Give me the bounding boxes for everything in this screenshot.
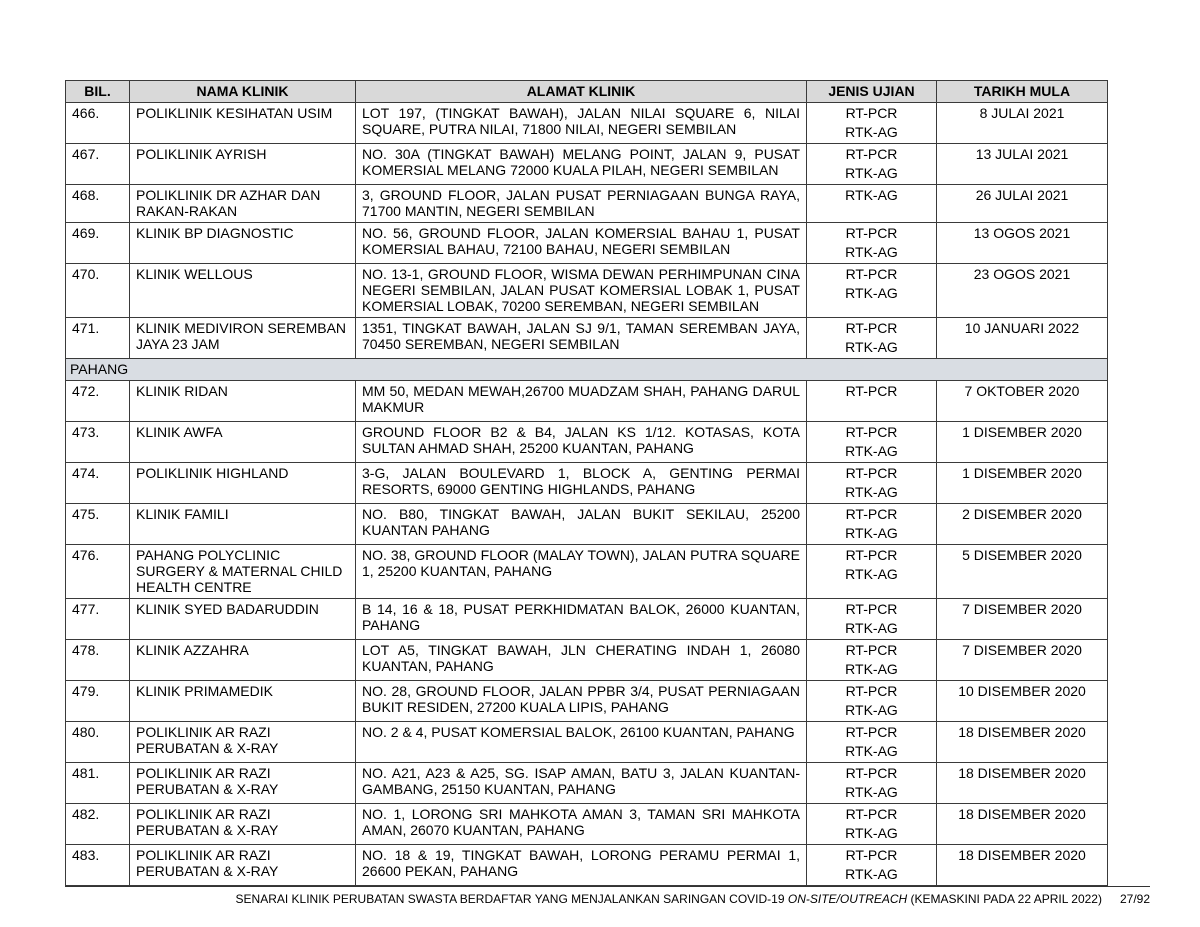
test-types xyxy=(807,599,937,640)
table-row xyxy=(66,463,1108,504)
test-types xyxy=(807,763,937,804)
table-row xyxy=(66,223,1108,264)
clinic-address: LOT 197, (TINGKAT BAWAH), JALAN NILAI SQUARE 6, NILAI SQUARE, PUTRA NILAI, 71800 NILAI, NEGERI SEMBILAN xyxy=(356,103,807,144)
start-date: 13 JULAI 2021 xyxy=(937,144,1108,185)
start-date: 1 DISEMBER 2020 xyxy=(937,422,1108,463)
clinic-address: MM 50, MEDAN MEWAH,26700 MUADZAM SHAH, PAHANG DARUL MAKMUR xyxy=(356,381,807,422)
test-types xyxy=(807,545,937,599)
test-types xyxy=(807,223,937,264)
header-bil: BIL. xyxy=(66,81,130,103)
clinic-address: NO. 56, GROUND FLOOR, JALAN KOMERSIAL BAHAU 1, PUSAT KOMERSIAL BAHAU, 72100 BAHAU, NEGERI SEMBILAN xyxy=(356,223,807,264)
table-row xyxy=(66,381,1108,422)
test-types xyxy=(807,845,937,886)
test-types xyxy=(807,381,937,422)
start-date: 2 DISEMBER 2020 xyxy=(937,504,1108,545)
table-row xyxy=(66,185,1108,223)
table-header-row xyxy=(66,81,1108,103)
page-footer xyxy=(0,892,1150,906)
test-type: RT-PCR xyxy=(845,424,898,440)
test-type: RT-PCR xyxy=(845,765,898,781)
test-type: RT-PCR xyxy=(845,506,898,522)
test-type: RTK-AG xyxy=(845,866,898,882)
row-number: 477. xyxy=(66,599,130,640)
clinic-name: KLINIK AZZAHRA xyxy=(130,640,356,681)
test-type: RTK-AG xyxy=(845,285,898,301)
clinic-name: POLIKLINIK AR RAZI PERUBATAN & X-RAY xyxy=(130,804,356,845)
test-type: RT-PCR xyxy=(845,683,898,699)
clinic-address: NO. A21, A23 & A25, SG. ISAP AMAN, BATU 3, JALAN KUANTAN-GAMBANG, 25150 KUANTAN, PAHANG xyxy=(356,763,807,804)
start-date: 26 JULAI 2021 xyxy=(937,185,1108,223)
test-type: RTK-AG xyxy=(845,339,898,355)
test-types xyxy=(807,318,937,359)
row-number: 481. xyxy=(66,763,130,804)
footer-text-italic: ON-SITE/OUTREACH xyxy=(787,892,908,906)
test-types xyxy=(807,804,937,845)
test-type: RT-PCR xyxy=(845,847,898,863)
row-number: 471. xyxy=(66,318,130,359)
test-type: RT-PCR xyxy=(845,806,898,822)
row-number: 474. xyxy=(66,463,130,504)
test-types xyxy=(807,463,937,504)
test-type: RTK-AG xyxy=(845,165,898,181)
table-row xyxy=(66,103,1108,144)
clinic-name: KLINIK MEDIVIRON SEREMBAN JAYA 23 JAM xyxy=(130,318,356,359)
row-number: 469. xyxy=(66,223,130,264)
table-row xyxy=(66,264,1108,318)
table-row xyxy=(66,545,1108,599)
start-date: 18 DISEMBER 2020 xyxy=(937,804,1108,845)
test-type: RT-PCR xyxy=(845,105,898,121)
table-row xyxy=(66,504,1108,545)
start-date: 18 DISEMBER 2020 xyxy=(937,845,1108,886)
clinic-name: PAHANG POLYCLINIC SURGERY & MATERNAL CHILD HEALTH CENTRE xyxy=(130,545,356,599)
clinic-address: NO. 2 & 4, PUSAT KOMERSIAL BALOK, 26100 KUANTAN, PAHANG xyxy=(356,722,807,763)
start-date: 5 DISEMBER 2020 xyxy=(937,545,1108,599)
row-number: 480. xyxy=(66,722,130,763)
start-date: 18 DISEMBER 2020 xyxy=(937,722,1108,763)
test-types xyxy=(807,681,937,722)
test-type: RTK-AG xyxy=(845,825,898,841)
test-type: RT-PCR xyxy=(845,383,898,399)
clinic-name: POLIKLINIK AR RAZI PERUBATAN & X-RAY xyxy=(130,763,356,804)
table-row xyxy=(66,763,1108,804)
test-type: RT-PCR xyxy=(845,642,898,658)
table-row xyxy=(66,144,1108,185)
row-number: 468. xyxy=(66,185,130,223)
start-date: 13 OGOS 2021 xyxy=(937,223,1108,264)
test-type: RT-PCR xyxy=(845,320,898,336)
clinic-name: POLIKLINIK DR AZHAR DAN RAKAN-RAKAN xyxy=(130,185,356,223)
clinic-name: KLINIK WELLOUS xyxy=(130,264,356,318)
start-date: 1 DISEMBER 2020 xyxy=(937,463,1108,504)
footer-text: SENARAI KLINIK PERUBATAN SWASTA BERDAFTAR YANG MENJALANKAN SARINGAN COVID-19 xyxy=(235,892,788,906)
clinic-name: KLINIK RIDAN xyxy=(130,381,356,422)
clinic-name: KLINIK FAMILI xyxy=(130,504,356,545)
page-number: 27/92 xyxy=(1119,892,1150,906)
header-name: NAMA KLINIK xyxy=(130,81,356,103)
table-row xyxy=(66,681,1108,722)
state-name: PAHANG xyxy=(66,359,1108,381)
table-body xyxy=(66,103,1108,886)
test-type: RTK-AG xyxy=(845,124,898,140)
clinic-name: KLINIK BP DIAGNOSTIC xyxy=(130,223,356,264)
clinic-name: POLIKLINIK AR RAZI PERUBATAN & X-RAY xyxy=(130,722,356,763)
clinic-name: POLIKLINIK AR RAZI PERUBATAN & X-RAY xyxy=(130,845,356,886)
clinic-address: NO. 28, GROUND FLOOR, JALAN PPBR 3/4, PUSAT PERNIAGAAN BUKIT RESIDEN, 27200 KUALA LIPIS, PAHANG xyxy=(356,681,807,722)
table-row xyxy=(66,845,1108,886)
start-date: 18 DISEMBER 2020 xyxy=(937,763,1108,804)
test-types xyxy=(807,185,937,223)
clinic-name: KLINIK PRIMAMEDIK xyxy=(130,681,356,722)
test-type: RTK-AG xyxy=(845,620,898,636)
start-date: 7 OKTOBER 2020 xyxy=(937,381,1108,422)
row-number: 483. xyxy=(66,845,130,886)
test-type: RT-PCR xyxy=(845,547,898,563)
clinic-address: GROUND FLOOR B2 & B4, JALAN KS 1/12. KOTASAS, KOTA SULTAN AHMAD SHAH, 25200 KUANTAN, PAHANG xyxy=(356,422,807,463)
test-type: RTK-AG xyxy=(845,784,898,800)
test-type: RTK-AG xyxy=(845,566,898,582)
test-type: RT-PCR xyxy=(845,724,898,740)
table-row xyxy=(66,422,1108,463)
header-date: TARIKH MULA xyxy=(937,81,1108,103)
clinic-name: POLIKLINIK HIGHLAND xyxy=(130,463,356,504)
test-type: RTK-AG xyxy=(845,484,898,500)
table-row xyxy=(66,318,1108,359)
test-type: RTK-AG xyxy=(845,743,898,759)
start-date: 10 DISEMBER 2020 xyxy=(937,681,1108,722)
clinic-address: NO. 18 & 19, TINGKAT BAWAH, LORONG PERAMU PERMAI 1, 26600 PEKAN, PAHANG xyxy=(356,845,807,886)
row-number: 479. xyxy=(66,681,130,722)
start-date: 23 OGOS 2021 xyxy=(937,264,1108,318)
test-type: RT-PCR xyxy=(845,146,898,162)
table-row xyxy=(66,722,1108,763)
test-types xyxy=(807,103,937,144)
footer-divider xyxy=(65,886,1150,887)
clinic-address: NO. 13-1, GROUND FLOOR, WISMA DEWAN PERHIMPUNAN CINA NEGERI SEMBILAN, JALAN PUSAT KOMERSIAL LOBAK 1, PUSAT KOMERSIAL LOBAK, 70200 SEREMBAN, NEGERI SEMBILAN xyxy=(356,264,807,318)
row-number: 482. xyxy=(66,804,130,845)
start-date: 7 DISEMBER 2020 xyxy=(937,599,1108,640)
clinic-address: 3, GROUND FLOOR, JALAN PUSAT PERNIAGAAN BUNGA RAYA, 71700 MANTIN, NEGERI SEMBILAN xyxy=(356,185,807,223)
clinic-address: NO. 38, GROUND FLOOR (MALAY TOWN), JALAN PUTRA SQUARE 1, 25200 KUANTAN, PAHANG xyxy=(356,545,807,599)
header-tests: JENIS UJIAN xyxy=(807,81,937,103)
test-type: RT-PCR xyxy=(845,465,898,481)
clinic-address: 1351, TINGKAT BAWAH, JALAN SJ 9/1, TAMAN SEREMBAN JAYA, 70450 SEREMBAN, NEGERI SEMBILAN xyxy=(356,318,807,359)
row-number: 476. xyxy=(66,545,130,599)
clinic-name: KLINIK SYED BADARUDDIN xyxy=(130,599,356,640)
footer-text-suffix: (KEMASKINI PADA 22 APRIL 2022) xyxy=(907,892,1102,906)
test-types xyxy=(807,264,937,318)
row-number: 466. xyxy=(66,103,130,144)
start-date: 7 DISEMBER 2020 xyxy=(937,640,1108,681)
clinic-name: POLIKLINIK KESIHATAN USIM xyxy=(130,103,356,144)
test-types xyxy=(807,504,937,545)
test-type: RTK-AG xyxy=(845,525,898,541)
state-section-row xyxy=(66,359,1108,381)
clinic-address: B 14, 16 & 18, PUSAT PERKHIDMATAN BALOK, 26000 KUANTAN, PAHANG xyxy=(356,599,807,640)
test-type: RTK-AG xyxy=(845,443,898,459)
test-types xyxy=(807,640,937,681)
clinic-table xyxy=(65,80,1108,886)
test-type: RTK-AG xyxy=(845,244,898,260)
table-row xyxy=(66,804,1108,845)
clinic-address: LOT A5, TINGKAT BAWAH, JLN CHERATING INDAH 1, 26080 KUANTAN, PAHANG xyxy=(356,640,807,681)
start-date: 8 JULAI 2021 xyxy=(937,103,1108,144)
clinic-address: NO. 1, LORONG SRI MAHKOTA AMAN 3, TAMAN SRI MAHKOTA AMAN, 26070 KUANTAN, PAHANG xyxy=(356,804,807,845)
row-number: 475. xyxy=(66,504,130,545)
test-type: RTK-AG xyxy=(845,187,898,203)
header-address: ALAMAT KLINIK xyxy=(356,81,807,103)
row-number: 467. xyxy=(66,144,130,185)
test-types xyxy=(807,144,937,185)
test-type: RTK-AG xyxy=(845,661,898,677)
clinic-address: NO. 30A (TINGKAT BAWAH) MELANG POINT, JALAN 9, PUSAT KOMERSIAL MELANG 72000 KUALA PILAH, NEGERI SEMBILAN xyxy=(356,144,807,185)
row-number: 478. xyxy=(66,640,130,681)
test-types xyxy=(807,722,937,763)
test-type: RT-PCR xyxy=(845,601,898,617)
row-number: 473. xyxy=(66,422,130,463)
clinic-address: 3-G, JALAN BOULEVARD 1, BLOCK A, GENTING PERMAI RESORTS, 69000 GENTING HIGHLANDS, PAHANG xyxy=(356,463,807,504)
test-type: RTK-AG xyxy=(845,702,898,718)
table-row xyxy=(66,599,1108,640)
row-number: 472. xyxy=(66,381,130,422)
test-type: RT-PCR xyxy=(845,225,898,241)
table-row xyxy=(66,640,1108,681)
test-types xyxy=(807,422,937,463)
clinic-name: KLINIK AWFA xyxy=(130,422,356,463)
start-date: 10 JANUARI 2022 xyxy=(937,318,1108,359)
clinic-address: NO. B80, TINGKAT BAWAH, JALAN BUKIT SEKILAU, 25200 KUANTAN PAHANG xyxy=(356,504,807,545)
clinic-name: POLIKLINIK AYRISH xyxy=(130,144,356,185)
test-type: RT-PCR xyxy=(845,266,898,282)
row-number: 470. xyxy=(66,264,130,318)
